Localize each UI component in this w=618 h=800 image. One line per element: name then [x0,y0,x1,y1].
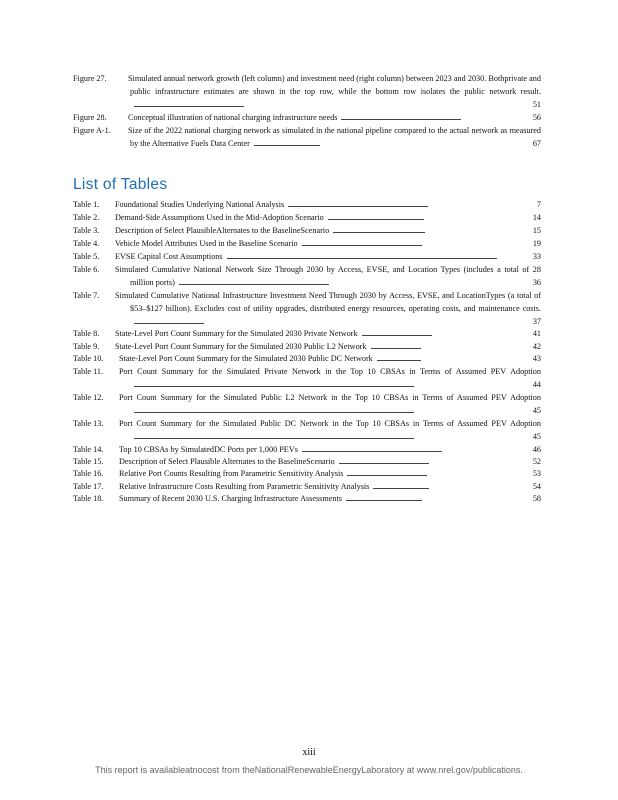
table-entry[interactable] [73,263,541,289]
table-label: Table 3. [73,226,100,235]
table-title: State-Level Port Count Summary for the Simulated 2030 Public L2 Network [115,342,367,351]
table-label: Table 7. [73,291,100,300]
table-title: Description of Select PlausibleAlternates to the BaselineScenario [115,226,330,235]
table-page: 45 [532,432,541,441]
table-label: Table 10. [73,354,104,363]
dot-leader [347,467,427,476]
table-label: Table 5. [73,252,100,261]
table-entry[interactable] [73,365,541,391]
table-page: 33 [532,252,541,261]
table-entry[interactable] [73,224,541,237]
table-label: Table 11. [73,367,104,376]
table-entry[interactable] [73,289,541,328]
table-entry[interactable] [73,327,541,340]
figure-caption: Size of the 2022 national charging network as simulated in the national pipeline compared to the actual network as measured by the Alternative Fuels Data Center [128,126,541,148]
dot-leader [373,480,429,489]
table-title: Simulated Cumulative National Network Size Through 2030 by Access, EVSE, and Location Types (includes a total of 28 million ports) [115,265,541,287]
figure-page: 67 [532,139,541,148]
table-page: 15 [532,226,541,235]
figure-label: Figure 28. [73,113,107,122]
list-of-tables-heading: List of Tables [73,176,168,193]
table-label: Table 2. [73,213,100,222]
dot-leader [377,352,421,361]
table-label: Table 18. [73,494,104,503]
dot-leader [179,276,329,285]
table-title: Demand-Side Assumptions Used in the Mid-Adoption Scenario [115,213,324,222]
figure-entry[interactable] [73,72,541,111]
figure-label: Figure 27. [73,74,107,83]
table-page: 52 [532,457,541,466]
table-entry[interactable] [73,237,541,250]
table-page: 41 [532,329,541,338]
dot-leader [134,378,414,387]
table-page: 7 [536,200,541,209]
figure-page: 56 [532,113,541,122]
dot-leader [227,250,497,259]
table-title: Port Count Summary for the Simulated Private Network in the Top 10 CBSAs in Terms of Assumed PEV Adoption [119,367,541,376]
figure-label: Figure A-1. [73,126,111,135]
table-label: Table 8. [73,329,100,338]
table-title: Summary of Recent 2030 U.S. Charging Infrastructure Assessments [119,494,342,503]
table-entry[interactable] [73,391,541,417]
table-title: Relative Infrastructure Costs Resulting from Parametric Sensitivity Analysis [119,482,370,491]
table-label: Table 4. [73,239,100,248]
table-label: Table 9. [73,342,100,351]
table-page: 58 [532,494,541,503]
dot-leader [339,455,429,464]
table-title: Port Count Summary for the Simulated Public DC Network in the Top 10 CBSAs in Terms of Assumed PEV Adoption [119,419,541,428]
dot-leader [134,98,244,107]
table-page: 44 [532,380,541,389]
table-title: State-Level Port Count Summary for the Simulated 2030 Private Network [115,329,358,338]
dot-leader [288,198,428,207]
dot-leader [302,443,442,452]
table-title: Top 10 CBSAs by SimulatedDC Ports per 1,000 PEVs [119,445,298,454]
table-label: Table 1. [73,200,100,209]
table-page: 36 [532,278,541,287]
table-entry[interactable] [73,250,541,263]
table-title: Vehicle Model Attributes Used in the Baseline Scenario [115,239,298,248]
table-entry[interactable] [73,211,541,224]
table-page: 46 [532,445,541,454]
table-page: 37 [532,317,541,326]
table-entry[interactable] [73,417,541,443]
dot-leader [371,340,421,349]
table-title: Description of Select Plausible Alternates to the BaselineScenario [119,457,335,466]
dot-leader [134,404,414,413]
table-page: 54 [532,482,541,491]
table-title: State-Level Port Count Summary for the Simulated 2030 Public DC Network [119,354,373,363]
dot-leader [341,111,461,120]
dot-leader [134,315,204,324]
figure-caption: Simulated annual network growth (left column) and investment need (right column) between 2023 and 2030. Bothprivate and public infrastructure estimates are shown in the top row, while the bottom row isolates the public network result. [128,74,541,96]
figure-entry[interactable] [73,124,541,150]
table-page: 42 [532,342,541,351]
dot-leader [333,224,425,233]
dot-leader [346,492,422,501]
table-page: 19 [532,239,541,248]
table-title: EVSE Capital Cost Assumptions [115,252,223,261]
table-page: 43 [532,354,541,363]
table-title: Simulated Cumulative National Infrastructure Investment Need Through 2030 by Access, EVSE, and LocationTypes (a total of $53–$127 billion). Excludes cost of utility upgrades, distributed energy resources, operating costs, and maintenance costs. [115,291,541,313]
table-entry[interactable] [73,492,541,505]
table-title: Foundational Studies Underlying National Analysis [115,200,285,209]
table-title: Port Count Summary for the Simulated Public L2 Network in the Top 10 CBSAs in Terms of Assumed PEV Adoption [119,393,541,402]
table-entry[interactable] [73,198,541,211]
table-entry[interactable] [73,352,541,365]
figure-page: 51 [532,100,541,109]
page-number: xiii [302,747,316,758]
table-entry[interactable] [73,467,541,480]
table-label: Table 14. [73,445,104,454]
figure-entry[interactable] [73,111,541,124]
table-label: Table 6. [73,265,100,274]
table-label: Table 17. [73,482,104,491]
table-label: Table 16. [73,469,104,478]
table-page: 14 [532,213,541,222]
table-label: Table 15. [73,457,104,466]
dot-leader [134,430,414,439]
footer-note: This report is availableatnocost from theNationalRenewableEnergyLaboratory at www.nrel.gov/publications. [95,765,523,775]
table-label: Table 12. [73,393,104,402]
dot-leader [302,237,422,246]
table-page: 53 [532,469,541,478]
table-title: Relative Port Counts Resulting from Parametric Sensitivity Analysis [119,469,344,478]
dot-leader [254,137,320,146]
dot-leader [328,211,424,220]
table-label: Table 13. [73,419,104,428]
dot-leader [362,327,432,336]
figure-caption: Conceptual illustration of national charging infrastructure needs [128,113,338,122]
table-page: 45 [532,406,541,415]
